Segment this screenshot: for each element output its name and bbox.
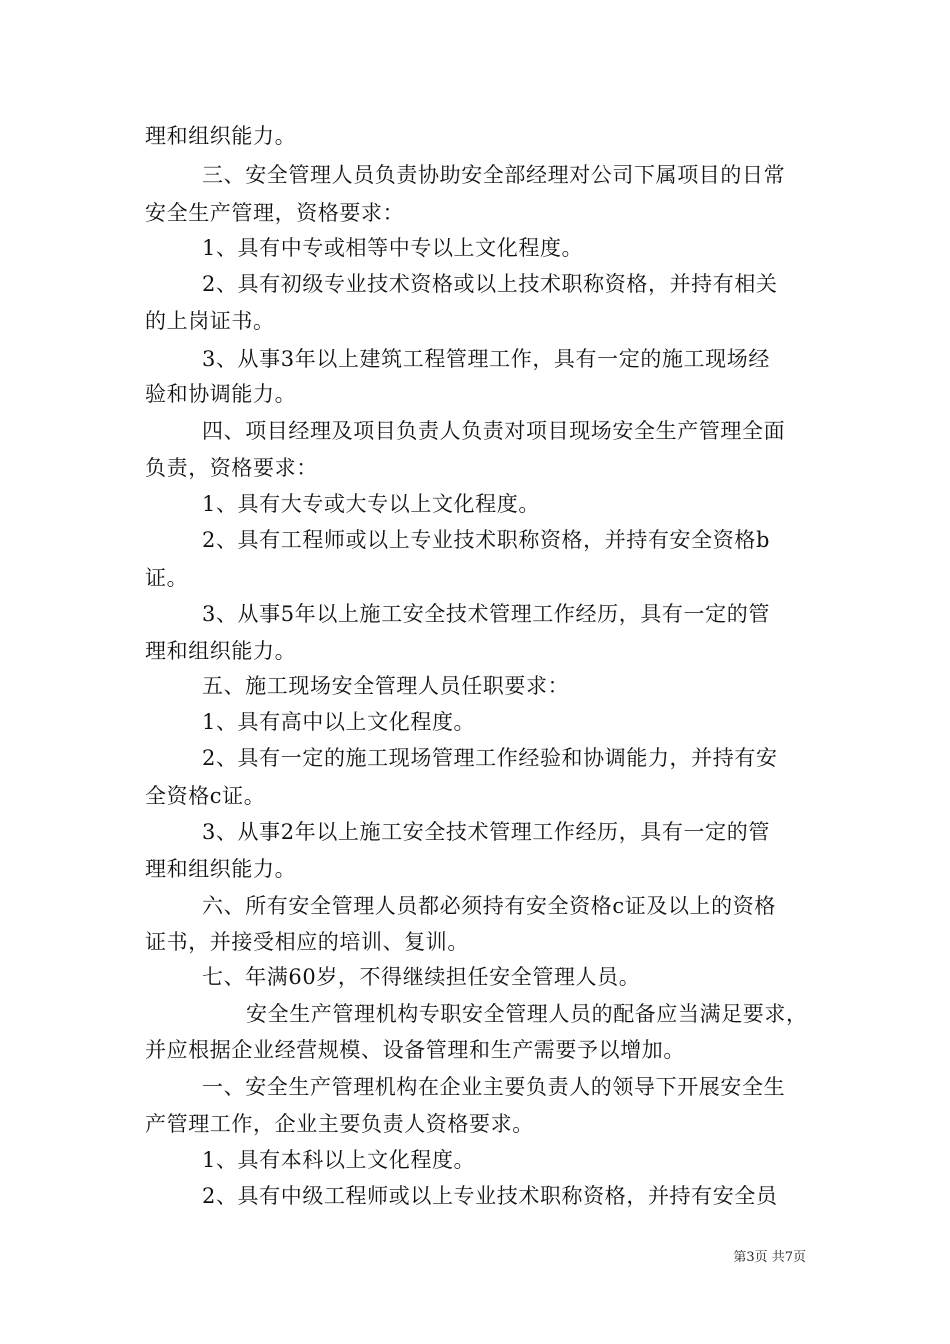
text-line: 1、具有高中以上文化程度。 — [202, 710, 476, 734]
text-line: 三、安全管理人员负责协助安全部经理对公司下属项目的日常 — [202, 163, 786, 187]
text-line: 2、具有中级工程师或以上专业技术职称资格，并持有安全员 — [202, 1184, 778, 1208]
text-line: 负责，资格要求： — [145, 456, 318, 480]
text-line: 2、具有初级专业技术资格或以上技术职称资格，并持有相关 — [202, 272, 778, 296]
text-line: 1、具有大专或大专以上文化程度。 — [202, 492, 540, 516]
text-line: 五、施工现场安全管理人员任职要求： — [202, 674, 570, 698]
text-line: 2、具有一定的施工现场管理工作经验和协调能力，并持有安 — [202, 746, 778, 770]
text-line: 证。 — [145, 566, 189, 590]
text-line: 3、从事3年以上建筑工程管理工作，具有一定的施工现场经 — [202, 347, 770, 371]
text-line: 理和组织能力。 — [145, 639, 297, 663]
text-line: 2、具有工程师或以上专业技术职称资格，并持有安全资格b — [202, 528, 771, 552]
text-line: 验和协调能力。 — [145, 382, 297, 406]
page-number: 第3页 共7页 — [733, 1250, 806, 1265]
text-line: 产管理工作，企业主要负责人资格要求。 — [145, 1112, 534, 1136]
text-line: 一、安全生产管理机构在企业主要负责人的领导下开展安全生 — [202, 1075, 786, 1099]
text-line: 的上岗证书。 — [145, 309, 275, 333]
text-line: 并应根据企业经营规模、设备管理和生产需要予以增加。 — [145, 1038, 685, 1062]
text-line: 1、具有中专或相等中专以上文化程度。 — [202, 236, 584, 260]
text-line: 3、从事5年以上施工安全技术管理工作经历，具有一定的管 — [202, 602, 770, 626]
text-line: 1、具有本科以上文化程度。 — [202, 1148, 476, 1172]
text-line: 四、项目经理及项目负责人负责对项目现场安全生产管理全面 — [202, 419, 786, 443]
text-line: 理和组织能力。 — [145, 124, 297, 148]
text-line: 七、年满60岁，不得继续担任安全管理人员。 — [202, 965, 641, 989]
text-line: 证书，并接受相应的培训、复训。 — [145, 930, 469, 954]
text-line: 全资格c证。 — [145, 784, 266, 808]
text-line: 六、所有安全管理人员都必须持有安全资格c证及以上的资格 — [202, 894, 776, 918]
text-line: 理和组织能力。 — [145, 857, 297, 881]
text-line: 3、从事2年以上施工安全技术管理工作经历，具有一定的管 — [202, 820, 770, 844]
text-line: 安全生产管理，资格要求： — [145, 201, 405, 225]
text-line: 安全生产管理机构专职安全管理人员的配备应当满足要求， — [246, 1002, 808, 1026]
